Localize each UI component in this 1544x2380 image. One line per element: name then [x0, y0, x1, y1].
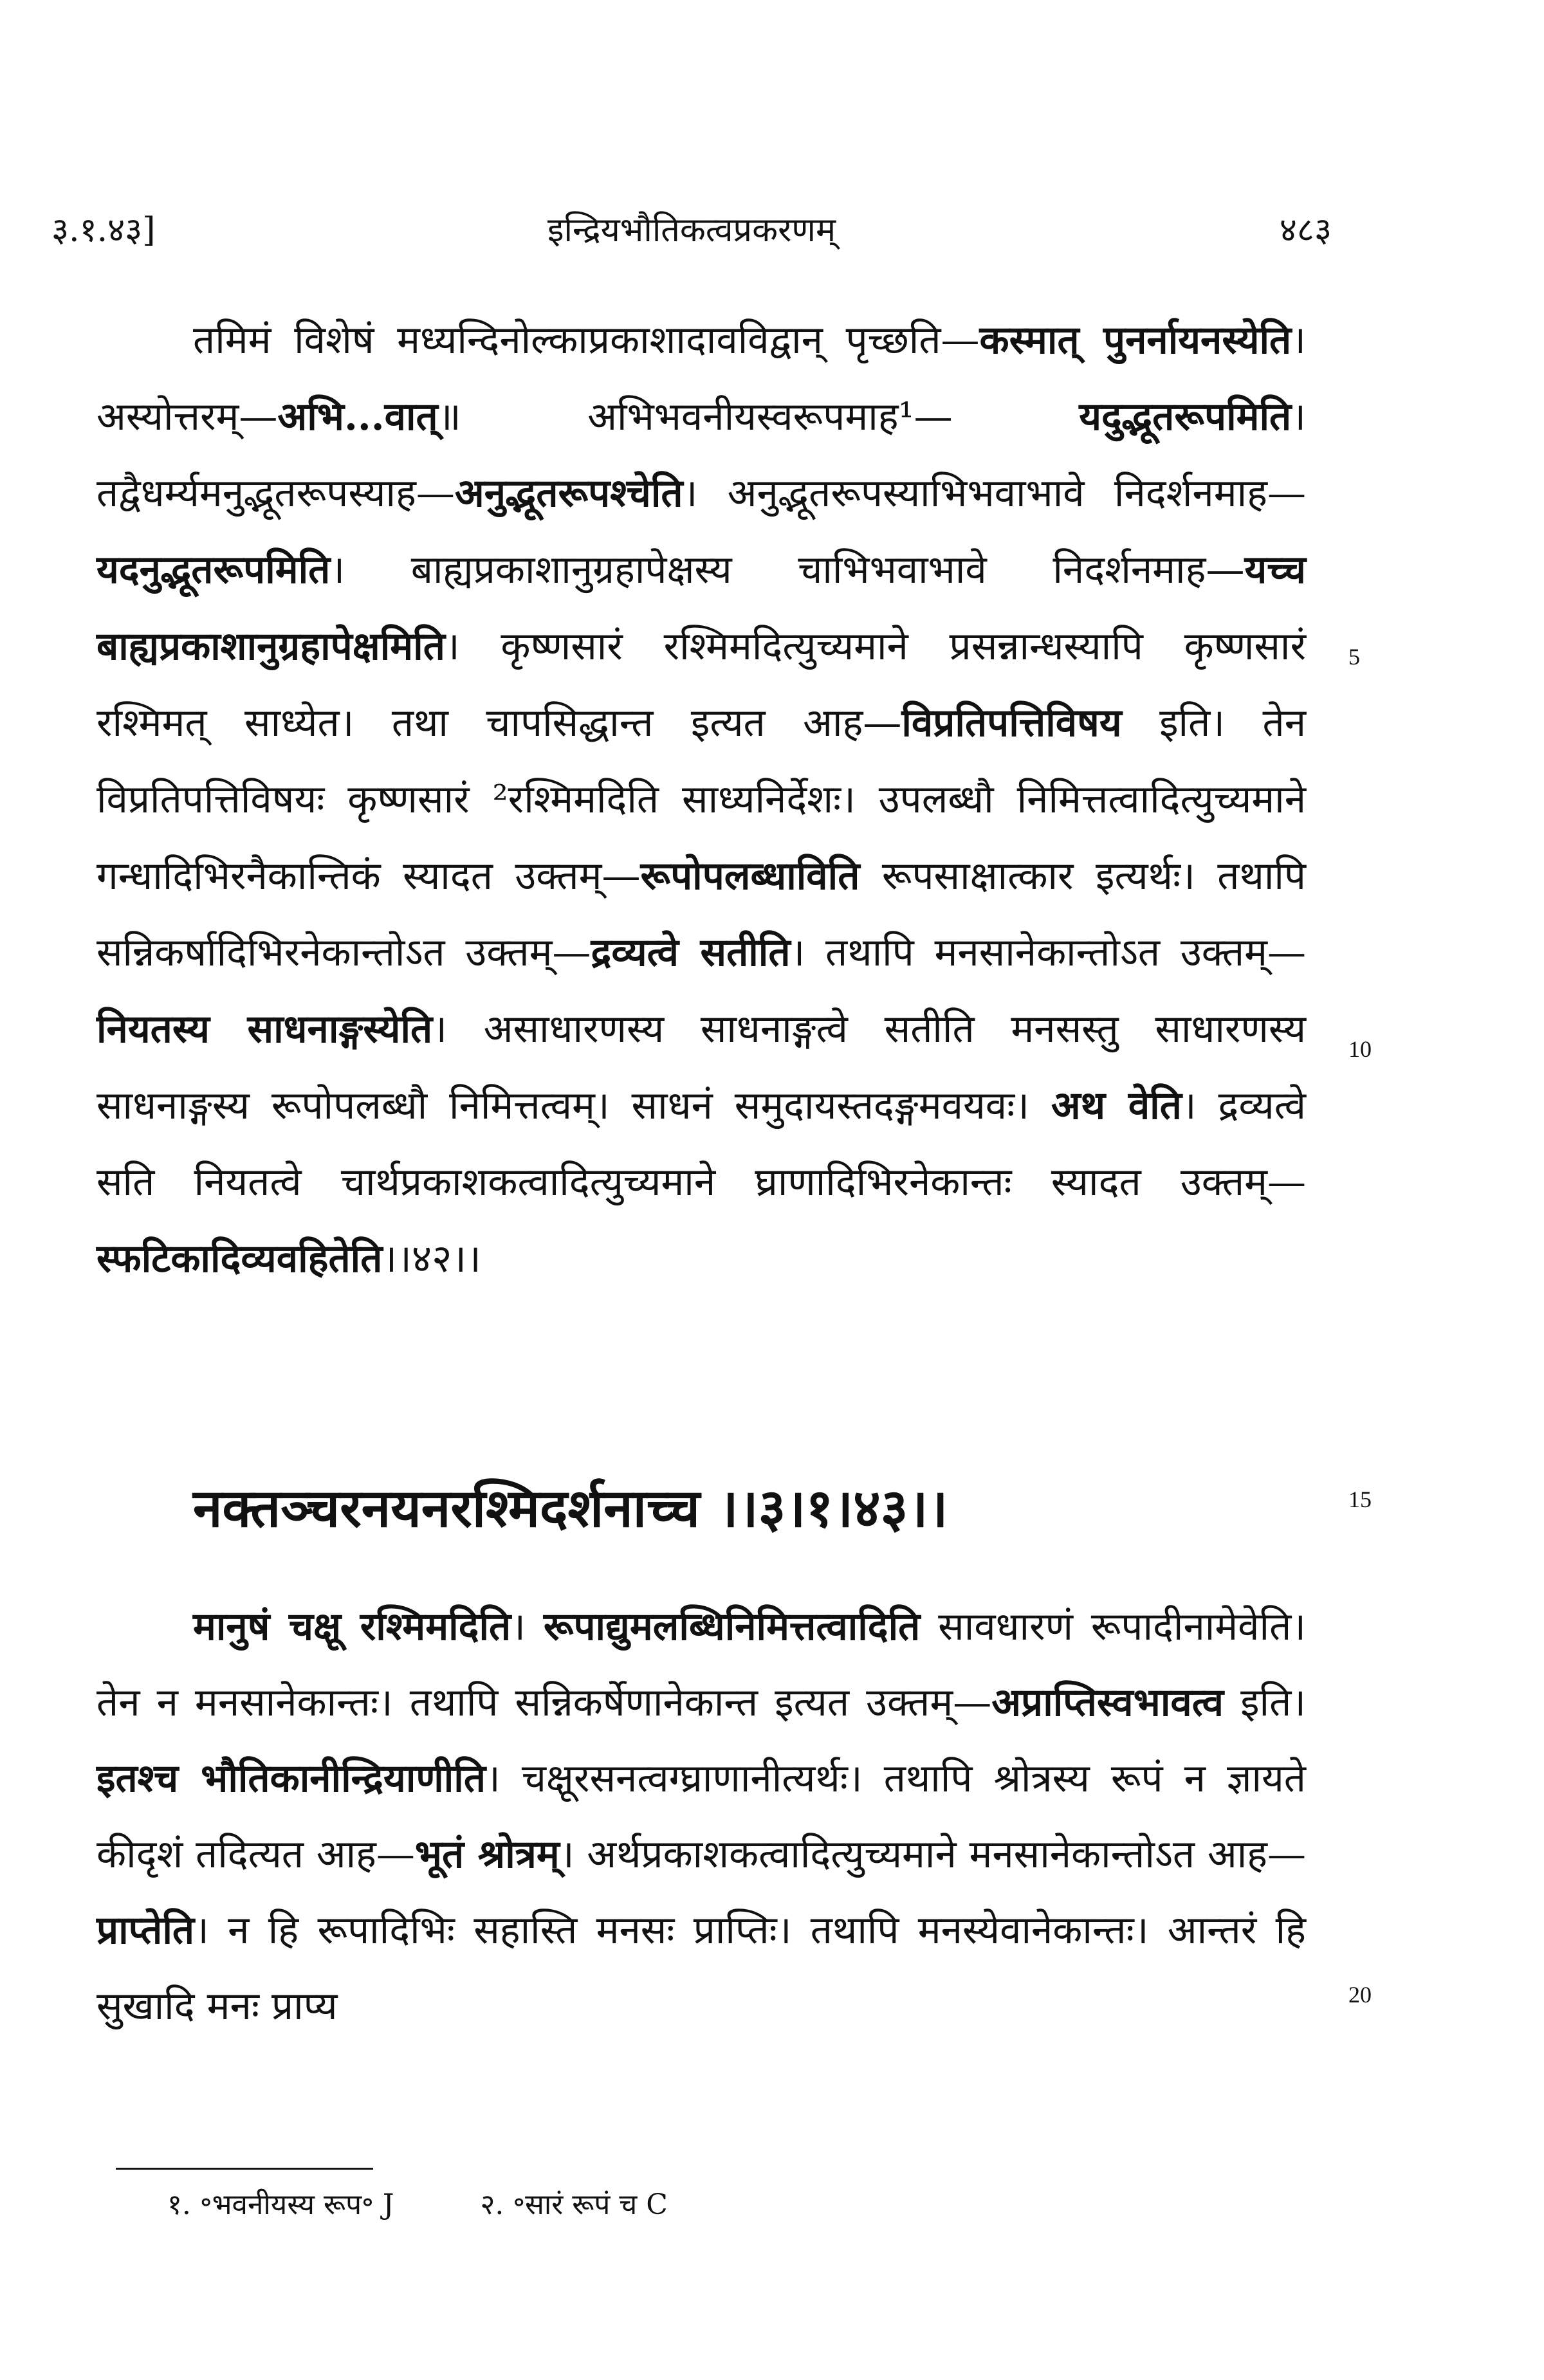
text-run: ।।४२।। — [382, 1236, 481, 1281]
bold-lemma: यदुद्भूतरूपमिति — [1079, 394, 1292, 439]
commentary-text — [96, 302, 1306, 1297]
text-run: । द्रव्यत्वे सति नियतत्वे चार्थप्रकाशकत्वादित्युच्यमाने घ्राणादिभिरनेकान्तः स्यादत उक्तम्— — [96, 1083, 1306, 1205]
sutra-heading: नक्तञ्चरनयनरश्मिदर्शनाच्च ।।३।१।४३।। — [193, 1478, 948, 1539]
chapter-title: इन्द्रियभौतिकत्वप्रकरणम् — [547, 211, 836, 250]
bold-lemma: प्राप्तेति — [96, 1908, 195, 1953]
bold-lemma: विप्रतिपत्तिविषय — [901, 700, 1122, 746]
section-reference: ३.१.४३] — [51, 211, 156, 250]
text-run: । असाधारणस्य साधनाङ्गत्वे सतीति मनसस्तु साधारणस्य साधनाङ्गस्य रूपोपलब्धौ निमित्तत्वम्। साधनं समुदायस्तदङ्गमवयवः। — [96, 1007, 1306, 1128]
footnote-2: २. ॰सारं रूपं च C — [480, 2188, 668, 2221]
bold-lemma: यच्च बाह्यप्रकाशानुग्रहापेक्षमिति — [96, 547, 1306, 669]
bold-lemma: मानुषं चक्षू रश्मिमदिति — [193, 1604, 511, 1649]
line-number: 5 — [1348, 644, 1360, 670]
commentary-text — [96, 1589, 1306, 2044]
line-number: 10 — [1348, 1036, 1372, 1062]
text-run: । न हि रूपादिभिः सहास्ति मनसः प्राप्तिः। तथापि मनस्येवानेकान्तः। आन्तरं हि सुखादि मनः प्राप्य — [96, 1908, 1306, 2029]
bold-lemma: कस्मात् पुनर्नायनस्येति — [979, 318, 1292, 363]
text-run: । तथापि मनसानेकान्तोऽत उक्तम्— — [790, 930, 1306, 975]
bold-lemma: रूपोपलब्धाविति — [640, 854, 860, 899]
text-run: । कृष्णसारं रश्मिमदित्युच्यमाने प्रसन्नान्धस्यापि कृष्णसारं रश्मिमत् साध्येत। तथा चापसिद्धान्त इत्यत आह— — [96, 624, 1306, 746]
bold-lemma: स्फटिकादिव्यवहितेति — [96, 1236, 383, 1281]
text-run: ॥ अभिभवनीयस्वरूपमाह¹— — [437, 394, 1080, 439]
bold-lemma: भूतं श्रोत्रम् — [414, 1832, 560, 1877]
footnote-1: १. ॰भवनीयस्य रूप॰ J — [167, 2188, 394, 2221]
text-run: । अर्थप्रकाशकत्वादित्युच्यमाने मनसानेकान्तोऽत आह— — [559, 1832, 1306, 1877]
text-run: । तद्वैधर्म्यमनुद्भूतरूपस्याह— — [96, 394, 1306, 516]
page-number: ४८३ — [1279, 211, 1332, 250]
footnote-divider — [116, 2168, 373, 2170]
text-run: रूपसाक्षात्कार इत्यर्थः। तथापि सन्निकर्षादिभिरनेकान्तोऽत उक्तम्— — [96, 854, 1306, 975]
line-number: 15 — [1348, 1487, 1372, 1512]
line-number: 20 — [1348, 1982, 1372, 2008]
bold-lemma: यदनुद्भूतरूपमिति — [96, 547, 331, 592]
bold-lemma: अनुद्भूतरूपश्चेति — [454, 471, 683, 516]
text-run: तमिमं विशेषं मध्यन्दिनोल्काप्रकाशादावविद्वान् पृच्छति— — [193, 318, 980, 363]
bold-lemma: इतश्च भौतिकानीन्द्रियाणीति — [96, 1756, 486, 1801]
bold-lemma: अप्राप्तिस्वभावत्व — [991, 1680, 1224, 1725]
text-run: सावधारणं रूपादीनामेवेति। तेन न मनसानेकान्तः। तथापि सन्निकर्षेणानेकान्त इत्यत उक्तम्— — [96, 1604, 1307, 1725]
bold-lemma: अभि...वात् — [277, 394, 438, 439]
bold-lemma: नियतस्य साधनाङ्गस्येति — [96, 1007, 433, 1052]
text-run: । अस्योत्तरम्— — [96, 318, 1306, 439]
bold-lemma: अथ वेति — [1051, 1083, 1182, 1128]
text-run: । अनुद्भूतरूपस्याभिभवाभावे निदर्शनमाह— — [683, 471, 1306, 516]
text-run: । चक्षूरसनत्वग्घ्राणानीत्यर्थः। तथापि श्रोत्रस्य रूपं न ज्ञायते कीदृशं तदित्यत आह— — [96, 1756, 1306, 1877]
text-run: इति। तेन विप्रतिपत्तिविषयः कृष्णसारं ²रश्मिमदिति साध्यनिर्देशः। उपलब्धौ निमित्तत्वादित्युच्यमाने गन्धादिभिरनैकान्तिकं स्यादत उक्तम्— — [96, 700, 1306, 899]
text-run: । — [511, 1604, 544, 1649]
commentary-paragraph-1 — [96, 302, 1306, 1297]
text-run: इति। — [1224, 1680, 1307, 1725]
text-run: । बाह्यप्रकाशानुग्रहापेक्षस्य चाभिभवाभावे निदर्शनमाह— — [330, 547, 1245, 592]
footnotes — [167, 2183, 1132, 2228]
bold-lemma: रूपाद्युमलब्धिनिमित्तत्वादिति — [543, 1604, 921, 1649]
bold-lemma: द्रव्यत्वे सतीति — [591, 930, 791, 975]
running-head — [51, 206, 1332, 257]
commentary-paragraph-2 — [96, 1589, 1306, 2044]
